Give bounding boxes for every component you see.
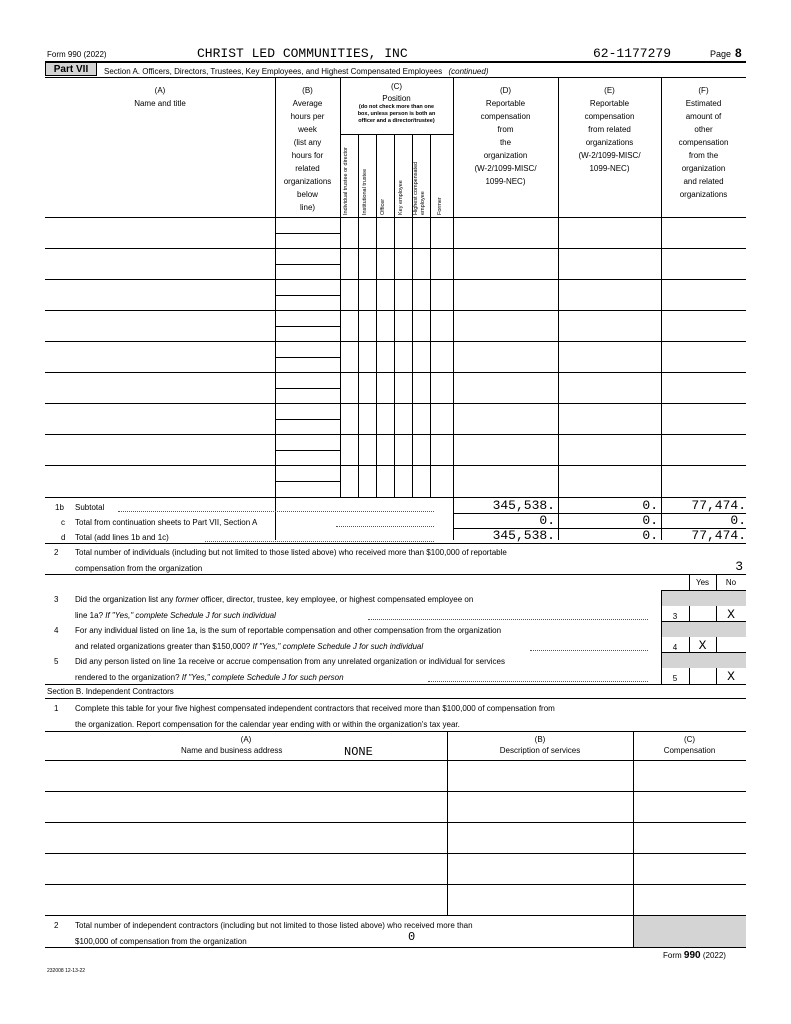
section-b-q2-number: 2 [54, 921, 59, 930]
q2-line1: Total number of individuals (including but not limited to those listed above) who received more than $100,000 of reportable [75, 548, 507, 557]
col-a-letter: (A) [154, 86, 166, 95]
footer-code: 232008 12-13-22 [47, 968, 86, 974]
q3-line1 [75, 595, 473, 604]
col-e-line: Reportable [589, 99, 630, 108]
hours-split [275, 264, 340, 265]
contractor-col-c-title: Compensation [663, 746, 716, 755]
col-divider-c1 [358, 134, 359, 497]
q2-value: 3 [735, 559, 743, 574]
col-f-title [661, 97, 746, 201]
position-highest-compensated: Highest compensated employee [413, 161, 426, 215]
leader-dots [205, 541, 434, 542]
no-header: No [725, 578, 737, 587]
col-d-line: compensation [480, 112, 531, 121]
yes-header: Yes [695, 578, 710, 587]
part-title-continued: (continued) [448, 67, 489, 76]
q5-line2-text: rendered to the organization? [75, 673, 182, 682]
col-a-title: Name and title [134, 99, 186, 108]
col-d-letter: (D) [499, 86, 512, 95]
q2-number: 2 [54, 548, 59, 557]
contractor-col-b-title: Description of services [499, 746, 581, 755]
q5-rule [45, 684, 746, 685]
q3-box-number: 3 [672, 612, 678, 621]
footer-form-number: 990 [683, 950, 701, 961]
col-b-line: hours for [291, 151, 324, 160]
row-rule [45, 279, 746, 280]
contractor-row-rule [45, 884, 746, 885]
col-f-line: organization [681, 164, 726, 173]
q-rule [661, 621, 746, 622]
col-c-title: Position [382, 94, 411, 103]
col-b-letter: (B) [302, 86, 313, 95]
hours-split [275, 295, 340, 296]
row-rule [45, 310, 746, 311]
col-d-line: from [497, 125, 514, 134]
contractor-row-rule [45, 853, 746, 854]
leader-dots [368, 619, 648, 620]
q3-text-former: former [175, 595, 199, 604]
page-label: Page [710, 49, 732, 59]
row-rule [45, 434, 746, 435]
section-b-q1-number: 1 [54, 704, 59, 713]
section-b-q2-line1: Total number of independent contractors (including but not limited to those listed above) who received more than [75, 921, 473, 930]
col-b-line: (list any [293, 138, 322, 147]
col-b-title [275, 97, 340, 214]
section-b-title: Section B. Independent Contractors [47, 687, 174, 696]
col-b-line: hours per [290, 112, 325, 121]
col-f-line: and related [683, 177, 724, 186]
total-f: 77,474. [691, 528, 746, 543]
section-b-q1-line1: Complete this table for your five highest compensated independent contractors that received more than $100,000 of compensation from [75, 704, 555, 713]
col-d-line: (W-2/1099-MISC/ [474, 164, 537, 173]
continuation-d: 0. [539, 513, 555, 528]
q3-line2 [75, 611, 276, 620]
q3-no-checkbox[interactable]: X [727, 607, 735, 622]
shade [662, 653, 746, 668]
contractor-col-a-letter: (A) [240, 735, 252, 744]
continuation-f: 0. [730, 513, 746, 528]
col-c-note-line: (do not check more than one [358, 104, 435, 110]
position-institutional-trustee: Institutional trustee [362, 168, 368, 215]
col-e-letter: (E) [604, 86, 615, 95]
ein: 62-1177279 [593, 46, 672, 61]
col-d-line: the [499, 138, 512, 147]
col-e-line: compensation [584, 112, 635, 121]
col-f-line: amount of [685, 112, 722, 121]
q5-line2 [75, 673, 344, 682]
col-c-note-line: box, unless person is both an [357, 111, 436, 117]
col-e-line: from related [588, 125, 631, 134]
q4-line2 [75, 642, 423, 651]
contractor-row-rule [45, 791, 746, 792]
col-e-title [558, 97, 661, 175]
col-divider-c2 [376, 134, 377, 497]
contractor-col-c-letter: (C) [683, 735, 696, 744]
q5-number: 5 [54, 657, 59, 666]
col-b-line: related [295, 164, 320, 173]
section-b-rule [45, 698, 746, 699]
table-header-rule [45, 217, 746, 218]
leader-dots [428, 681, 648, 682]
col-c-letter: (C) [390, 82, 403, 91]
col-f-line: organizations [679, 190, 728, 199]
contractor-none: NONE [344, 745, 373, 759]
col-d-line: 1099-NEC) [485, 177, 526, 186]
leader-dots [336, 526, 434, 527]
line-1c-number: c [61, 518, 65, 527]
q4-line1: For any individual listed on line 1a, is the sum of reportable compensation and other compensation from the organization [75, 626, 502, 635]
part-rule [45, 77, 746, 78]
line-1b-number: 1b [55, 503, 64, 512]
hours-split [275, 326, 340, 327]
row-rule [45, 248, 746, 249]
organization-name: CHRIST LED COMMUNITIES, INC [197, 46, 408, 61]
section-b-q2-value: 0 [408, 930, 416, 944]
footer-form-year: (2022) [702, 951, 726, 960]
hours-split [275, 388, 340, 389]
q4-box-number: 4 [672, 643, 678, 652]
position-individual-trustee: Individual trustee or director [343, 147, 349, 215]
line-1d-number: d [61, 533, 66, 542]
position-former: Former [437, 197, 443, 215]
q5-box-number: 5 [672, 674, 678, 683]
leader-dots [118, 511, 434, 512]
section-b-q1-line2: the organization. Report compensation for the calendar year ending with or within the organization's tax year. [75, 720, 460, 729]
subtotal-f: 77,474. [691, 498, 746, 513]
hours-split [275, 450, 340, 451]
row-rule [45, 403, 746, 404]
total-d: 345,538. [492, 528, 555, 543]
row-rule [45, 372, 746, 373]
hours-split [275, 481, 340, 482]
col-divider-c3 [394, 134, 395, 497]
q4-line2-text: and related organizations greater than $150,000? [75, 642, 253, 651]
section-b-q2-line2: $100,000 of compensation from the organization [75, 937, 247, 946]
leader-dots [530, 650, 648, 651]
col-d-line: Reportable [485, 99, 526, 108]
section-b-bottom-rule [45, 947, 746, 948]
col-e-line: (W-2/1099-MISC/ [578, 151, 641, 160]
footer-form [663, 950, 726, 961]
part-label: Part VII [45, 62, 97, 76]
col-f-line: from the [688, 151, 719, 160]
q3-text-a: Did the organization list any [75, 595, 176, 604]
total-e: 0. [642, 528, 658, 543]
q5-line2-instruction: If "Yes," complete Schedule J for such person [181, 673, 344, 682]
hours-split [275, 357, 340, 358]
col-e-line: 1099-NEC) [589, 164, 630, 173]
col-d-line: organization [483, 151, 528, 160]
position-subheader-rule [340, 134, 453, 135]
position-key-employee: Key employee [398, 180, 404, 215]
q5-line1: Did any person listed on line 1a receive or accrue compensation from any unrelated organization or individual for services [75, 657, 506, 666]
row-rule [45, 465, 746, 466]
subtotal-e: 0. [642, 498, 658, 513]
shade [634, 916, 746, 947]
line-1b-text: Subtotal [75, 503, 105, 512]
q3-text-b: officer, director, trustee, key employee, or highest compensated employee on [198, 595, 474, 604]
form-label: Form 990 (2022) [47, 50, 107, 59]
q2-line2: compensation from the organization [75, 564, 203, 573]
contractor-row-rule [45, 760, 746, 761]
col-e-line: organizations [585, 138, 634, 147]
footer-form-prefix: Form [663, 951, 682, 960]
line-1d-text: Total (add lines 1b and 1c) [75, 533, 169, 542]
contractor-col-b-letter: (B) [534, 735, 546, 744]
col-f-letter: (F) [698, 86, 709, 95]
col-b-line: Average [292, 99, 323, 108]
col-f-line: compensation [678, 138, 729, 147]
q2-rule [45, 574, 746, 575]
shade [662, 622, 746, 637]
continuation-e: 0. [642, 513, 658, 528]
part-title [104, 67, 489, 76]
contractor-row-rule [45, 822, 746, 823]
col-c-note-line: officer and a director/trustee) [358, 118, 435, 124]
q4-line2-instruction: If "Yes," complete Schedule J for such individual [252, 642, 424, 651]
col-b-line: below [297, 190, 318, 199]
hours-split [275, 233, 340, 234]
q3-line2-text: line 1a? [75, 611, 106, 620]
header-rule [45, 61, 746, 63]
row-rule [45, 341, 746, 342]
line-1c-text: Total from continuation sheets to Part VII, Section A [75, 518, 258, 527]
position-officer: Officer [380, 198, 386, 215]
col-c-note [340, 104, 453, 125]
totals-bottom-rule [45, 543, 746, 544]
q3-line2-instruction: If "Yes," complete Schedule J for such individual [105, 611, 276, 620]
col-b-line: line) [299, 203, 316, 212]
col-f-line: other [694, 125, 713, 134]
subtotal-d: 345,538. [492, 498, 555, 513]
col-f-line: Estimated [685, 99, 722, 108]
col-b-line: week [298, 125, 317, 134]
page-number: 8 [735, 46, 742, 60]
q4-number: 4 [54, 626, 59, 635]
hours-split [275, 419, 340, 420]
contractor-col-a-title: Name and business address [181, 746, 283, 755]
q4-yes-checkbox[interactable]: X [698, 638, 707, 653]
q5-no-checkbox[interactable]: X [727, 669, 735, 684]
col-divider-c5 [430, 134, 431, 497]
q-rule [661, 652, 746, 653]
contractor-col-divider [447, 731, 448, 916]
contractor-header-top [45, 731, 746, 732]
shade [662, 591, 746, 606]
part-title-text: Section A. Officers, Directors, Trustees, Key Employees, and Highest Compensated Employees [104, 67, 443, 76]
col-b-line: organizations [283, 177, 332, 186]
col-d-title [453, 97, 558, 188]
q3-number: 3 [54, 595, 59, 604]
